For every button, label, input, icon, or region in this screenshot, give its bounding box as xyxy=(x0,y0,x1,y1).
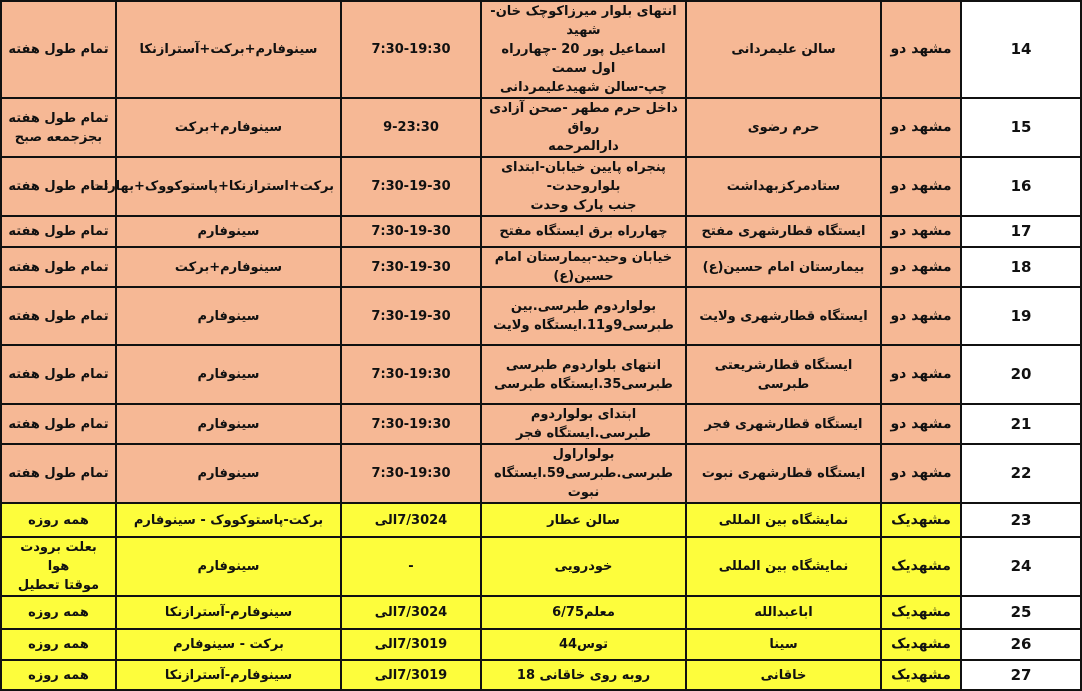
address-cell xyxy=(481,247,686,287)
address-cell xyxy=(481,1,686,98)
address-cell-line: طبرسی9و11.ایستگاه ولایت xyxy=(493,318,674,333)
hours-cell: 7:30-19-30 xyxy=(341,216,481,247)
hours-cell: 7:30-19-30 xyxy=(341,247,481,287)
row-number: 18 xyxy=(961,247,1081,287)
days-cell-line: تمام طول هفته xyxy=(8,110,109,126)
city-cell: مشهد دو xyxy=(881,157,961,216)
center-name-cell: سینا xyxy=(686,629,881,660)
center-name-cell: ایستگاه قطارشهری فجر xyxy=(686,404,881,444)
address-cell-line: جنب پارک وحدت xyxy=(530,198,637,213)
row-number: 25 xyxy=(961,596,1081,629)
address-cell-line: توس44 xyxy=(558,637,609,652)
table-row xyxy=(1,157,1081,216)
days-cell-line: همه روزه xyxy=(28,637,89,652)
city-cell: مشهد دو xyxy=(881,247,961,287)
row-number: 26 xyxy=(961,629,1081,660)
hours-cell: 7/3024الی xyxy=(341,596,481,629)
days-cell-line: همه روزه xyxy=(28,667,89,683)
hours-cell: 7/3019الی xyxy=(341,660,481,690)
vaccines-cell: سینوفارم+برکت xyxy=(116,98,341,157)
center-name-cell: ایستگاه قطارشهری نبوت xyxy=(686,444,881,503)
hours-cell: 7:30-19:30 xyxy=(341,1,481,98)
table-row xyxy=(1,216,1081,247)
days-cell-line: تمام طول هفته xyxy=(8,367,109,382)
city-cell: مشهدیک xyxy=(881,596,961,629)
address-cell-line: طبرسی35.ایستگاه طبرسی xyxy=(494,376,673,392)
center-name-cell: ایستگاه قطارشهری ولایت xyxy=(686,287,881,345)
hours-cell: 7/3024الی xyxy=(341,503,481,537)
row-number: 21 xyxy=(961,404,1081,444)
address-cell xyxy=(481,404,686,444)
days-cell xyxy=(1,1,116,98)
city-cell: مشهدیک xyxy=(881,503,961,537)
address-cell-line: معلم6/75 xyxy=(552,605,615,620)
city-cell: مشهد دو xyxy=(881,98,961,157)
days-cell-line: موقتا تعطیل xyxy=(17,578,100,593)
hours-cell: 7:30-19:30 xyxy=(341,444,481,503)
address-cell xyxy=(481,444,686,503)
address-cell xyxy=(481,503,686,537)
days-cell xyxy=(1,247,116,287)
address-cell-line: پنجراه پایین خیابان-ابتدای بلواروحدت- xyxy=(501,160,666,194)
days-cell-line: تمام طول هفته xyxy=(8,466,109,481)
address-cell xyxy=(481,537,686,596)
row-number: 17 xyxy=(961,216,1081,247)
vaccines-cell: برکت-پاستوکووک - سینوفارم xyxy=(116,503,341,537)
address-cell-line: چهارراه برق ایستگاه مفتح xyxy=(499,224,668,239)
address-cell-line: دارالمرحمه xyxy=(548,139,619,154)
table-row xyxy=(1,660,1081,690)
days-cell-line: بعلت برودت هوا xyxy=(20,540,97,574)
row-number: 15 xyxy=(961,98,1081,157)
address-cell-line: روبه روی خاقانی 18 xyxy=(516,667,651,683)
address-cell xyxy=(481,157,686,216)
address-cell xyxy=(481,596,686,629)
vaccines-cell: برکت - سینوفارم xyxy=(116,629,341,660)
table-row xyxy=(1,503,1081,537)
days-cell xyxy=(1,503,116,537)
days-cell-line: تمام طول هفته xyxy=(8,308,109,324)
days-cell-line: تمام طول هفته xyxy=(8,179,109,194)
days-cell-line: تمام طول هفته xyxy=(8,224,109,239)
table-row xyxy=(1,444,1081,503)
address-cell xyxy=(481,629,686,660)
address-cell xyxy=(481,660,686,690)
hours-cell: 7/3019الی xyxy=(341,629,481,660)
hours-cell: 7:30-19-30 xyxy=(341,287,481,345)
table-row xyxy=(1,404,1081,444)
address-cell-line: اسماعیل پور 20 -چهارراه اول سمت xyxy=(501,42,666,76)
days-cell xyxy=(1,157,116,216)
center-name-cell: حرم رضوی xyxy=(686,98,881,157)
vaccines-cell: سینوفارم xyxy=(116,287,341,345)
city-cell: مشهد دو xyxy=(881,345,961,404)
city-cell: مشهد دو xyxy=(881,1,961,98)
vaccines-cell: برکت+استرازنکا+پاستوکووک+بهارات xyxy=(116,157,341,216)
address-cell-line: انتهای بلواردوم طبرسی xyxy=(505,357,662,373)
table-row xyxy=(1,247,1081,287)
vaccines-cell: سینوفارم xyxy=(116,537,341,596)
city-cell: مشهدیک xyxy=(881,660,961,690)
address-cell-line: بولواراول طبرسی.طبرسی59.ایستگاه xyxy=(493,447,674,481)
address-cell-line: سالن عطار xyxy=(547,512,620,528)
table-row xyxy=(1,537,1081,596)
table-row xyxy=(1,345,1081,404)
vaccines-cell: سینوفارم+برکت xyxy=(116,247,341,287)
row-number: 24 xyxy=(961,537,1081,596)
days-cell xyxy=(1,287,116,345)
address-cell-line: بولواردوم طبرسی.بین xyxy=(510,299,657,314)
city-cell: مشهد دو xyxy=(881,216,961,247)
vaccines-cell: سینوفارم xyxy=(116,404,341,444)
row-number: 27 xyxy=(961,660,1081,690)
days-cell xyxy=(1,444,116,503)
row-number: 14 xyxy=(961,1,1081,98)
address-cell-line: داخل حرم مطهر -صحن آزادی رواق xyxy=(489,101,678,135)
address-cell-line: ابتدای بولواردوم طبرسی.ایستگاه فجر xyxy=(516,407,651,441)
center-name-cell: نمایشگاه بین المللی xyxy=(686,503,881,537)
table-row xyxy=(1,1,1081,98)
vaccines-cell: سینوفارم-آسترازنکا xyxy=(116,596,341,629)
table-row xyxy=(1,287,1081,345)
city-cell: مشهدیک xyxy=(881,537,961,596)
address-cell-line: چپ-سالن شهیدعلیمردانی xyxy=(500,80,667,95)
days-cell-line: تمام طول هفته xyxy=(8,259,109,275)
center-name-cell: بیمارستان امام حسین(ع) xyxy=(686,247,881,287)
address-cell xyxy=(481,98,686,157)
table-row xyxy=(1,98,1081,157)
center-name-cell: سالن علیمردانی xyxy=(686,1,881,98)
address-cell-line: انتهای بلوار میرزاکوچک خان- شهید xyxy=(490,4,677,38)
city-cell: مشهدیک xyxy=(881,629,961,660)
days-cell xyxy=(1,216,116,247)
city-cell: مشهد دو xyxy=(881,404,961,444)
center-name-cell: اباعبدالله xyxy=(686,596,881,629)
address-cell xyxy=(481,216,686,247)
vaccines-cell: سینوفارم xyxy=(116,345,341,404)
row-number: 16 xyxy=(961,157,1081,216)
days-cell-line: تمام طول هفته xyxy=(8,416,109,432)
city-cell: مشهد دو xyxy=(881,444,961,503)
center-name-cell: خاقانی xyxy=(686,660,881,690)
days-cell-line: همه روزه xyxy=(28,512,89,528)
hours-cell: 9-23:30 xyxy=(341,98,481,157)
days-cell-line: بجزجمعه صبح xyxy=(14,129,103,145)
address-cell-line: نبوت xyxy=(567,485,600,500)
days-cell xyxy=(1,596,116,629)
hours-cell: 7:30-19-30 xyxy=(341,157,481,216)
row-number: 19 xyxy=(961,287,1081,345)
days-cell xyxy=(1,537,116,596)
row-number: 20 xyxy=(961,345,1081,404)
address-cell xyxy=(481,345,686,404)
days-cell xyxy=(1,629,116,660)
vaccines-cell: سینوفارم+برکت+آسترازنکا xyxy=(116,1,341,98)
days-cell-line: همه روزه xyxy=(28,605,89,620)
days-cell xyxy=(1,98,116,157)
days-cell xyxy=(1,404,116,444)
center-name-cell: نمایشگاه بین المللی xyxy=(686,537,881,596)
center-name-cell: ستادمرکزبهداشت xyxy=(686,157,881,216)
hours-cell: 7:30-19:30 xyxy=(341,345,481,404)
address-cell-line: خیابان وحید-بیمارستان امام حسین(ع) xyxy=(494,250,673,284)
vaccines-cell: سینوفارم xyxy=(116,444,341,503)
table-row xyxy=(1,629,1081,660)
days-cell xyxy=(1,660,116,690)
vaccines-cell: سینوفارم-آسترازنکا xyxy=(116,660,341,690)
city-cell: مشهد دو xyxy=(881,287,961,345)
days-cell-line: تمام طول هفته xyxy=(8,42,109,57)
days-cell xyxy=(1,345,116,404)
address-cell-line: خودرویی xyxy=(554,559,613,574)
hours-cell: 7:30-19:30 xyxy=(341,404,481,444)
table-body xyxy=(1,1,1081,690)
address-cell xyxy=(481,287,686,345)
row-number: 23 xyxy=(961,503,1081,537)
center-name-cell: ایستگاه قطارشهری مفتح xyxy=(686,216,881,247)
hours-cell: - xyxy=(341,537,481,596)
vaccines-cell: سینوفارم xyxy=(116,216,341,247)
center-name-cell: ایستگاه قطارشریعتی طبرسی xyxy=(686,345,881,404)
table-row xyxy=(1,596,1081,629)
row-number: 22 xyxy=(961,444,1081,503)
